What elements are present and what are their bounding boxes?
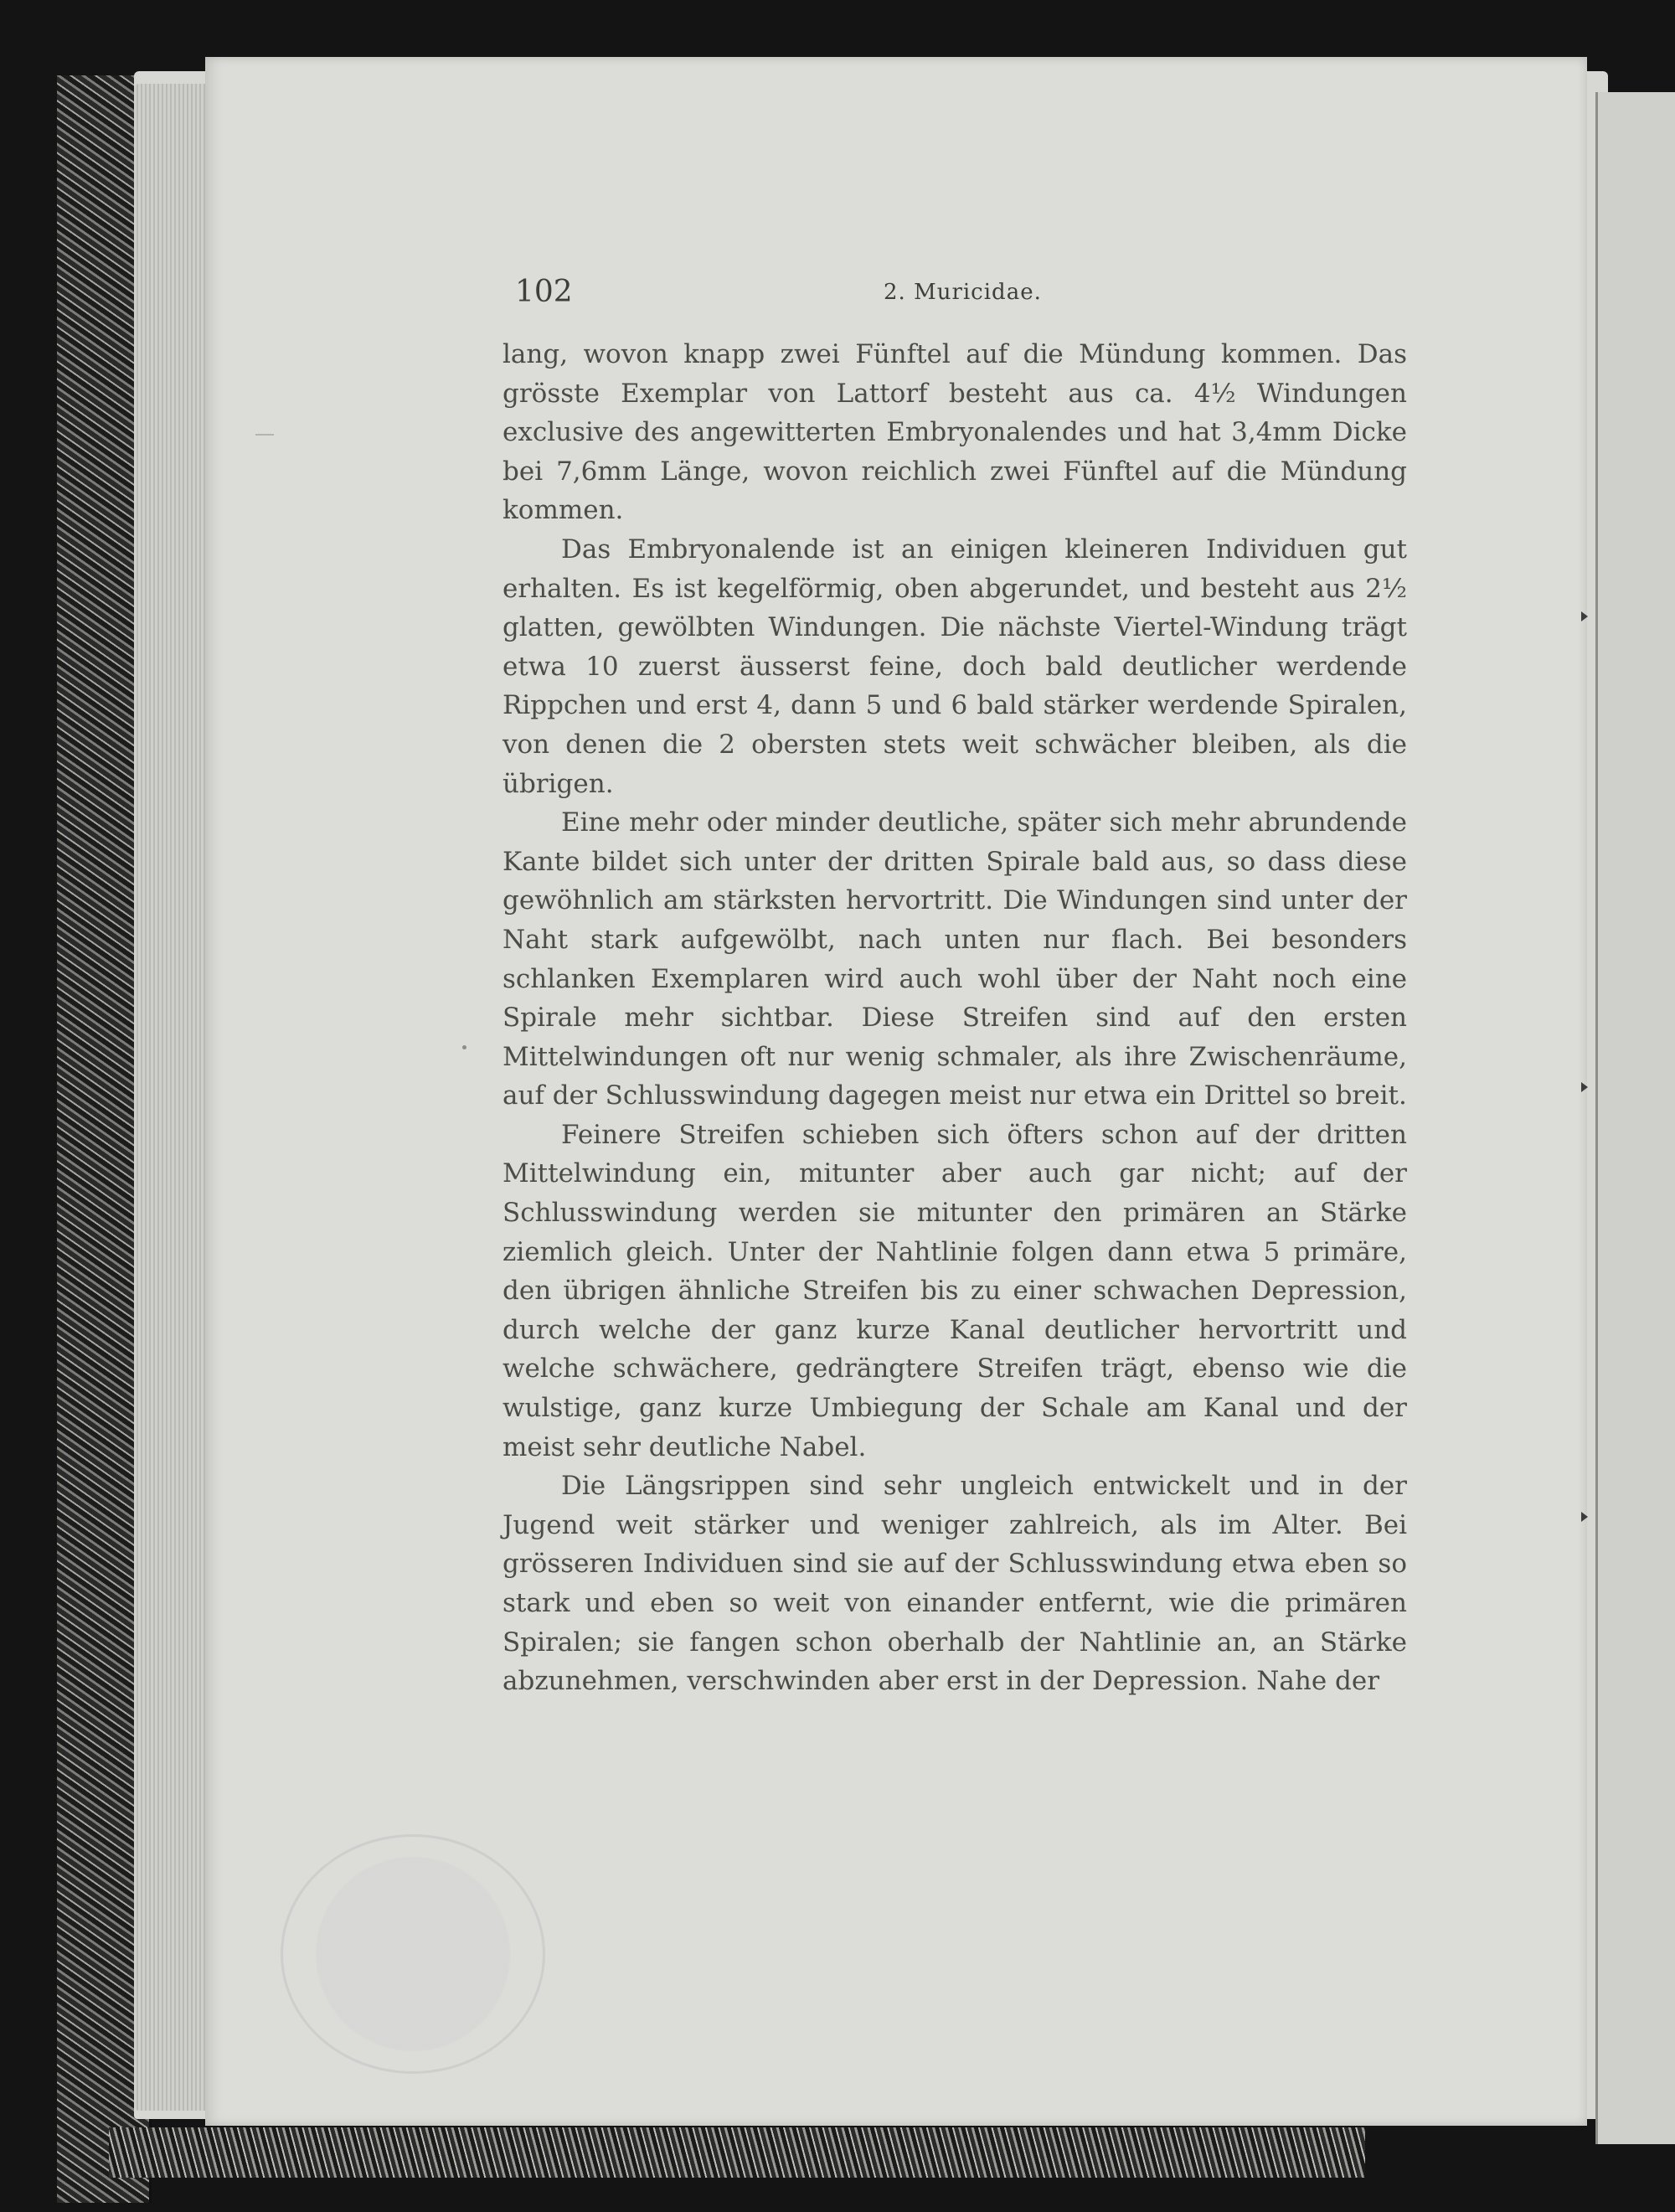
margin-mark — [255, 434, 274, 436]
library-stamp-faint — [281, 1834, 545, 2074]
book-cover-marbled-bottom — [109, 2127, 1365, 2178]
paragraph: Die Längsrippen sind sehr ungleich entwickelt und in der Jugend weit stärker und weniger zahlreich, als im Alter. Bei grösseren Individuen sind sie auf der Schlusswindung etwa eben so stark und eben so weit von einander entfernt, wie die primären Spiralen; sie fangen schon oberhalb der Nahtlinie an, an Stärke abzunehmen, verschwinden aber erst in der Depression. Nahe der — [502, 1471, 1407, 1697]
page-edge-arrow-icon — [1581, 611, 1588, 621]
paragraph: lang, wovon knapp zwei Fünftel auf die Mündung kommen. Das grösste Exemplar von Lattorf besteht aus ca. 4½ Windungen exclusive des angewitterten Embryonalendes und hat 3,4mm Dicke bei 7,6mm Länge, wovon reichlich zwei Fünftel auf die Mündung kommen. — [502, 339, 1407, 526]
paragraph: Eine mehr oder minder deutliche, später sich mehr abrundende Kante bildet sich unter der dritten Spirale bald aus, so dass diese gewöhnlich am stärksten hervortritt. Die Windungen sind unter der Naht stark aufgewölbt, nach unten nur flach. Bei besonders schlanken Exemplaren wird auch wohl über der Naht noch eine Spirale mehr sichtbar. Diese Streifen sind auf den ersten Mittelwindungen oft nur wenig schmaler, als ihre Zwischenräume, auf der Schlusswindung dagegen meist nur etwa ein Drittel so breit. — [502, 807, 1407, 1111]
body-text — [502, 335, 1407, 1701]
paragraph: Feinere Streifen schieben sich öfters schon auf der dritten Mittelwindung ein, mitunter aber auch gar nicht; auf der Schlusswindung werden sie mitunter den primären an Stärke ziemlich gleich. Unter der Nahtlinie folgen dann etwa 5 primäre, den übrigen ähnliche Streifen bis zu einer schwachen Depression, durch welche der ganz kurze Kanal deutlicher hervortritt und welche schwächere, gedrängtere Streifen trägt, ebenso wie die wulstige, ganz kurze Umbiegung der Schale am Kanal und der meist sehr deutliche Nabel. — [502, 1119, 1407, 1462]
running-head: 2. Muricidae. — [884, 280, 1042, 305]
page-edge-arrow-icon — [1581, 1082, 1588, 1092]
paragraph: Das Embryonalende ist an einigen kleineren Individuen gut erhalten. Es ist kegelförmig, oben abgerundet, und besteht aus 2½ glatten, gewölbten Windungen. Die nächste Viertel-Windung trägt etwa 10 zuerst äusserst feine, doch bald deutlicher werdende Rippchen und erst 4, dann 5 und 6 bald stärker werdende Spiralen, von denen die 2 obersten stets weit schwächer bleiben, als die übrigen. — [502, 534, 1407, 799]
page-header — [515, 275, 1411, 317]
page-edge-arrow-icon — [1581, 1512, 1588, 1522]
margin-dot — [462, 1045, 466, 1049]
facing-page-edge — [1595, 92, 1675, 2144]
page-number: 102 — [515, 275, 573, 309]
